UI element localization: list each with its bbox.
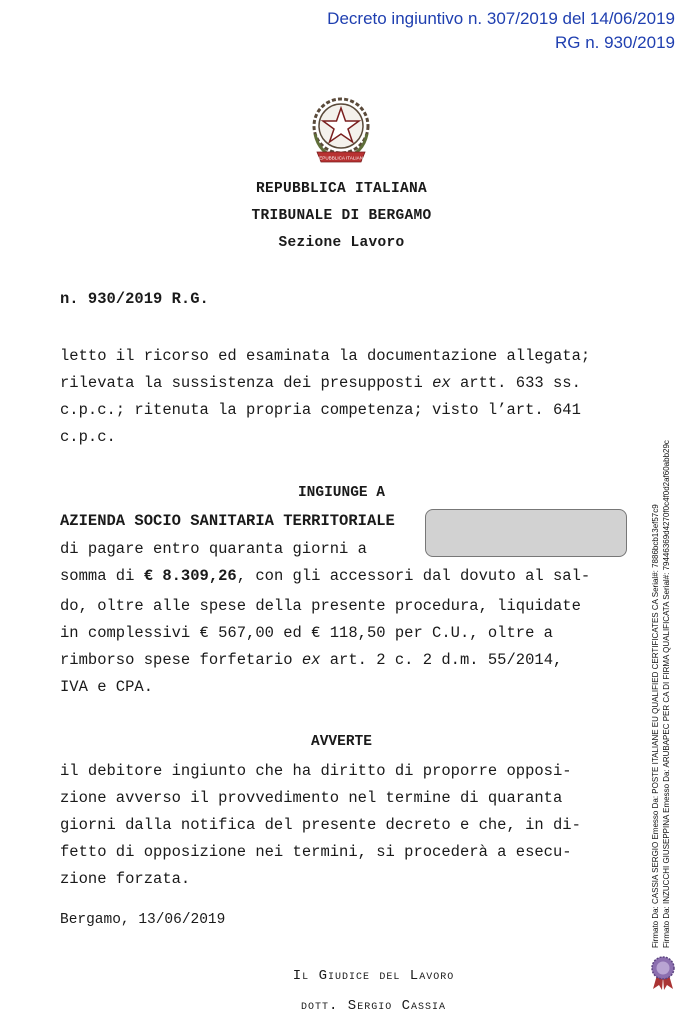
ingiunge-line-7: IVA e CPA.: [60, 678, 154, 696]
header-section: Sezione Lavoro: [278, 235, 405, 251]
preamble-line-3: c.p.c.; ritenuta la propria competenza; visto l’art. 641: [60, 401, 581, 419]
avverte-line-1: il debitore ingiunto che ha diritto di proporre opposi-: [60, 762, 572, 780]
preamble-line-2: rilevata la sussistenza dei presupposti ex artt. 633 ss.: [60, 374, 581, 392]
redaction-box: [425, 509, 627, 557]
emblem-ribbon-text: REPUBBLICA ITALIANA: [315, 155, 367, 161]
debtor-name: AZIENDA SOCIO SANITARIA TERRITORIALE: [60, 512, 395, 530]
preamble-line-1: letto il ricorso ed esaminata la documentazione allegata;: [60, 347, 591, 365]
avverte-line-5: zione forzata.: [60, 870, 191, 888]
judge-title: Il Giudice del Lavoro: [292, 968, 455, 984]
avverte-line-3: giorni dalla notifica del presente decreto e che, in di-: [60, 816, 581, 834]
digital-signature-line-2: Firmato Da: INZUCCHI GIUSEPPINA Emesso Da: ARUBAPEC PER CA DI FIRMA QUALIFICATA Serial#: 79446369d4270f0c4f0d2af60abb29c: [662, 440, 671, 948]
ingiunge-title: INGIUNGE A: [297, 485, 385, 501]
header-court: TRIBUNALE DI BERGAMO: [251, 208, 432, 224]
ingiunge-line-3: somma di € 8.309,26, con gli accessori dal dovuto al sal-: [60, 567, 591, 585]
rg-number-stamp: RG n. 930/2019: [554, 33, 675, 52]
place-date: Bergamo, 13/06/2019: [60, 912, 226, 928]
case-number: n. 930/2019 R.G.: [60, 290, 209, 308]
preamble-line-4: c.p.c.: [60, 428, 116, 446]
ingiunge-line-6: rimborso spese forfetario ex art. 2 c. 2 d.m. 55/2014,: [60, 651, 563, 669]
italian-republic-emblem: [305, 94, 377, 168]
digital-signature-line-1: Firmato Da: CASSIA SERGIO Emesso Da: POSTE ITALIANE EU QUALIFIED CERTIFICATES CA Serial#: 7886bcb13ef57c9: [651, 504, 660, 948]
signature-seal-icon: [648, 955, 678, 991]
amount-due: € 8.309,26: [143, 567, 237, 585]
avverte-title: AVVERTE: [311, 734, 372, 750]
header-republic: REPUBBLICA ITALIANA: [255, 181, 428, 197]
avverte-line-4: fetto di opposizione nei termini, si procederà a esecu-: [60, 843, 572, 861]
judge-name: dott. Sergio Cassia: [300, 998, 447, 1014]
ingiunge-line-2: di pagare entro quaranta giorni a: [60, 540, 367, 558]
ingiunge-line-5: in complessivi € 567,00 ed € 118,50 per C.U., oltre a: [60, 624, 553, 642]
avverte-line-2: zione avverso il provvedimento nel termine di quaranta: [60, 789, 563, 807]
ingiunge-line-4: do, oltre alle spese della presente procedura, liquidate: [60, 597, 581, 615]
decree-number-stamp: Decreto ingiuntivo n. 307/2019 del 14/06/2019: [327, 9, 675, 28]
